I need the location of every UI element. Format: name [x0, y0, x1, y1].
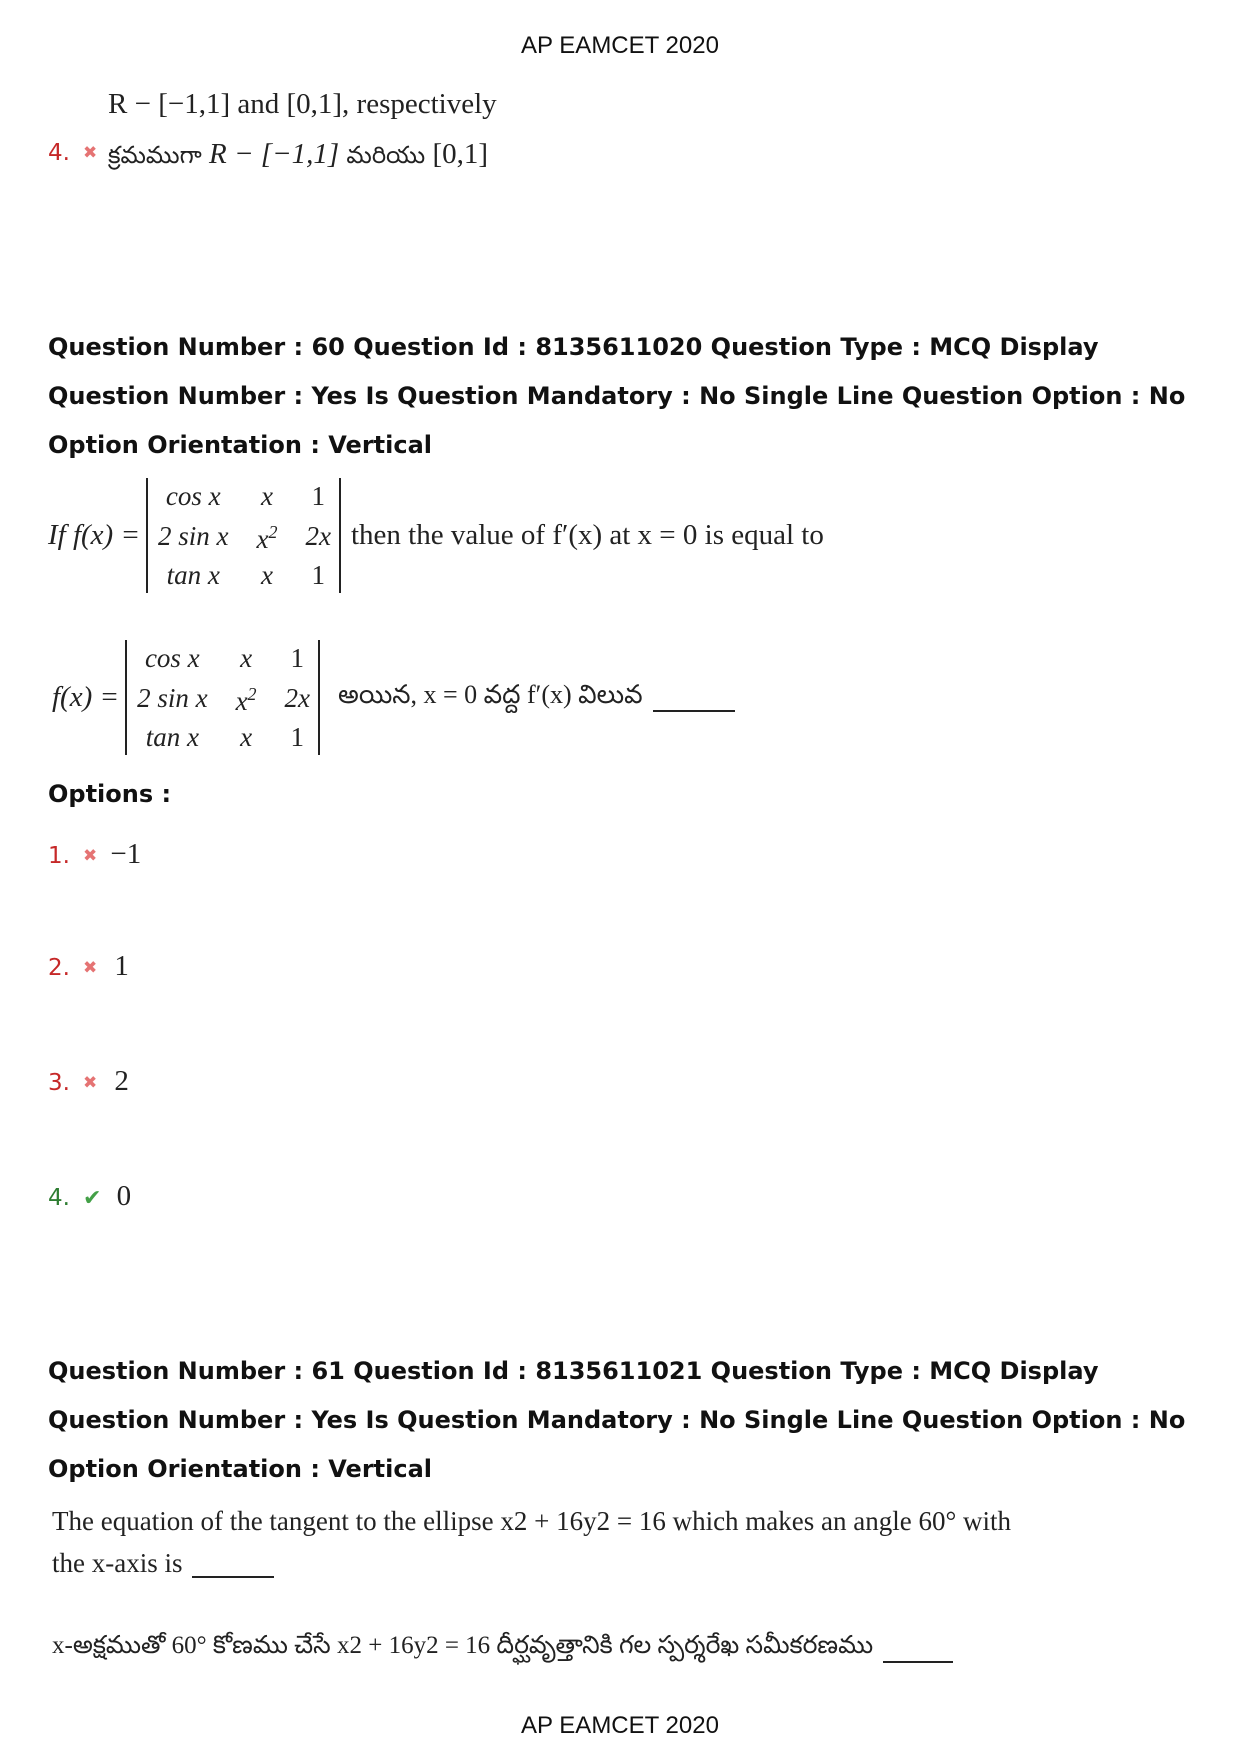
q61-english-line2-row [52, 1548, 274, 1579]
option-number: 3. [48, 1070, 70, 1096]
answer-blank [653, 684, 735, 712]
prev-option-telugu-mid: మరియు [346, 141, 426, 169]
prev-option-4 [48, 140, 97, 166]
det-cell: 1 [311, 481, 325, 511]
q61-telugu-row [52, 1632, 953, 1666]
option-value: 2 [114, 1065, 129, 1097]
det-cell: x [240, 643, 253, 673]
q60-te-prefix: f(x) = [52, 681, 120, 713]
det-cell: $x^2$ [235, 684, 257, 716]
option-number: 1. [48, 843, 70, 869]
cross-icon: ✖ [83, 1073, 98, 1093]
options-label: Options : [48, 780, 172, 808]
q60-meta: Question Number : 60 Question Id : 8135611020 Question Type : MCQ Display Question Number : Yes Is Question Mandatory : No Single Line Question Option : No Option Orientation : Vertical [48, 333, 1186, 459]
answer-blank [192, 1550, 274, 1578]
det-cell: x [261, 560, 274, 590]
option-1[interactable] [48, 838, 141, 871]
option-value: −1 [110, 838, 142, 870]
option-2[interactable] [48, 950, 129, 983]
q60-en-suffix: then the value of f′(x) at x = 0 is equal to [351, 519, 824, 551]
det-cell: 2 sin x [158, 520, 229, 551]
det-cell: cos x [144, 643, 200, 673]
option-4[interactable] [48, 1180, 131, 1213]
q60-english [48, 478, 824, 593]
det-cell: tan x [166, 560, 220, 590]
cross-icon: ✖ [83, 143, 98, 163]
det-cell: 2x [284, 682, 311, 713]
prev-option-telugu [108, 138, 488, 175]
det-cell: $x^2$ [256, 522, 278, 554]
option-number: 2. [48, 955, 70, 981]
det-cell: 1 [290, 722, 305, 752]
det-cell: cos x [165, 481, 221, 511]
prev-option-telugu-math: R − [−1,1] [208, 138, 340, 170]
option-value: 1 [114, 950, 129, 982]
det-cell: 2 sin x [137, 682, 208, 713]
prev-option-telugu-end: [0,1] [432, 138, 489, 170]
q60-te-determinant [125, 640, 320, 755]
option-3[interactable] [48, 1065, 129, 1098]
q61-meta: Question Number : 61 Question Id : 8135611021 Question Type : MCQ Display Question Number : Yes Is Question Mandatory : No Single Line Question Option : No Option Orientation : Vertical [48, 1357, 1186, 1483]
prev-option-telugu-prefix: క్రమముగా [108, 141, 202, 169]
q60-te-suffix: అయిన, x = 0 వద్ద f′(x) విలువ [338, 679, 643, 709]
det-cell: 2x [305, 520, 331, 551]
det-cell: x [261, 481, 274, 511]
det-cell: x [240, 722, 253, 752]
checkmark-icon: ✔ [83, 1186, 102, 1211]
answer-blank [883, 1635, 953, 1663]
cross-icon: ✖ [83, 846, 98, 866]
q60-en-determinant [146, 478, 341, 593]
q60-telugu [52, 640, 735, 755]
option-value: 0 [116, 1180, 132, 1212]
det-cell: 1 [290, 643, 305, 673]
det-cell: 1 [311, 560, 325, 590]
option-number: 4. [48, 1185, 70, 1211]
det-cell: tan x [145, 722, 199, 752]
q61-telugu: x-అక్షముతో 60° కోణము చేసే x2 + 16y2 = 16 దీర్ఘవృత్తానికి గల స్పర్శరేఖ సమీకరణము [52, 1632, 874, 1659]
page-header: AP EAMCET 2020 [521, 32, 719, 59]
cross-icon: ✖ [83, 958, 98, 978]
page-footer: AP EAMCET 2020 [521, 1712, 719, 1739]
q61-english-line1: The equation of the tangent to the ellipse x2 + 16y2 = 16 which makes an angle 60° with [52, 1506, 1012, 1536]
q61-english-line2: the x-axis is [52, 1548, 183, 1578]
prev-option-number: 4. [48, 140, 70, 166]
q60-en-prefix: If f(x) = [48, 519, 141, 551]
prev-option-english: R − [−1,1] and [0,1], respectively [108, 88, 497, 120]
